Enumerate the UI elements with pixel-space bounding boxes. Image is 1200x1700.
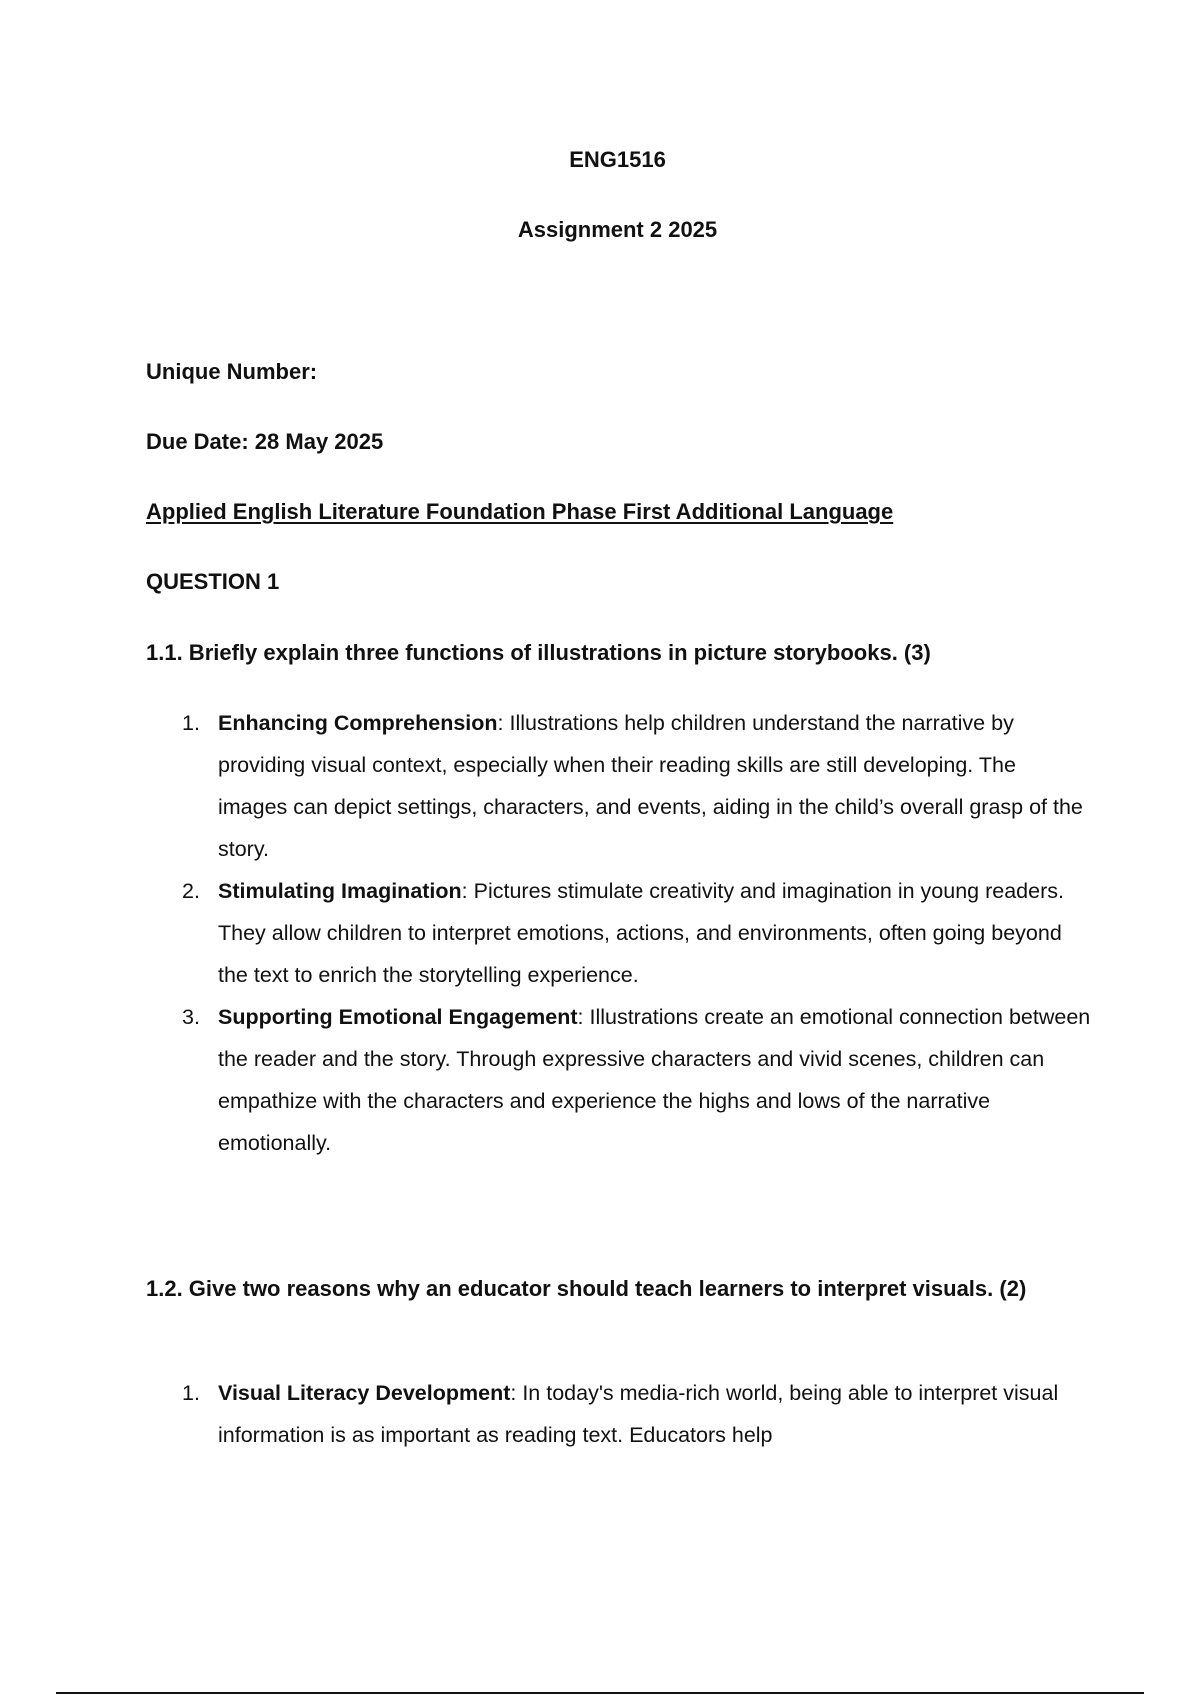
footer-divider [56, 1692, 1144, 1694]
assignment-title: Assignment 2 2025 [517, 217, 718, 242]
list-item-term: Supporting Emotional Engagement [218, 1005, 578, 1029]
list-item-number: 1. [182, 711, 200, 735]
list-item [146, 870, 1091, 996]
list-item-term: Enhancing Comprehension [218, 711, 498, 735]
question-1-2-prompt: 1.2. Give two reasons why an educator should teach learners to interpret visuals. (2) [146, 1276, 1027, 1301]
list-item-term: Stimulating Imagination [218, 879, 462, 903]
list-item-text: : Illustrations help children understand the narrative by providing visual context, especially when their reading skills are still developing. The images can depict settings, characters, and events, aiding in the child’s overall grasp of the story. [218, 711, 1083, 861]
list-item-number: 2. [182, 879, 200, 903]
list-item-term: Visual Literacy Development [218, 1381, 511, 1405]
list-item-text: : Pictures stimulate creativity and imagination in young readers. They allow children to interpret emotions, actions, and environments, often going beyond the text to enrich the storytelling experience. [218, 879, 1064, 987]
list-item [146, 702, 1091, 870]
question-1-1-answers [146, 702, 1091, 1164]
subject-title: Applied English Literature Foundation Phase First Additional Language [146, 499, 894, 524]
question-1-1-prompt: 1.1. Briefly explain three functions of illustrations in picture storybooks. (3) [146, 640, 931, 665]
question-1-2-answers [146, 1372, 1091, 1456]
list-item-number: 3. [182, 1005, 200, 1029]
unique-number-label: Unique Number: [146, 359, 318, 384]
list-item-text: : Illustrations create an emotional connection between the reader and the story. Through expressive characters and vivid scenes, children can empathize with the characters and experience the highs and lows of the narrative emotionally. [218, 1005, 1091, 1155]
due-date: Due Date: 28 May 2025 [146, 429, 384, 454]
question-heading: QUESTION 1 [146, 569, 280, 594]
list-item [146, 996, 1091, 1164]
list-item-text: : In today's media-rich world, being able to interpret visual information is as important as reading text. Educators help [218, 1381, 1059, 1447]
list-item [146, 1372, 1091, 1456]
course-code: ENG1516 [569, 147, 666, 172]
list-item-number: 1. [182, 1381, 200, 1405]
